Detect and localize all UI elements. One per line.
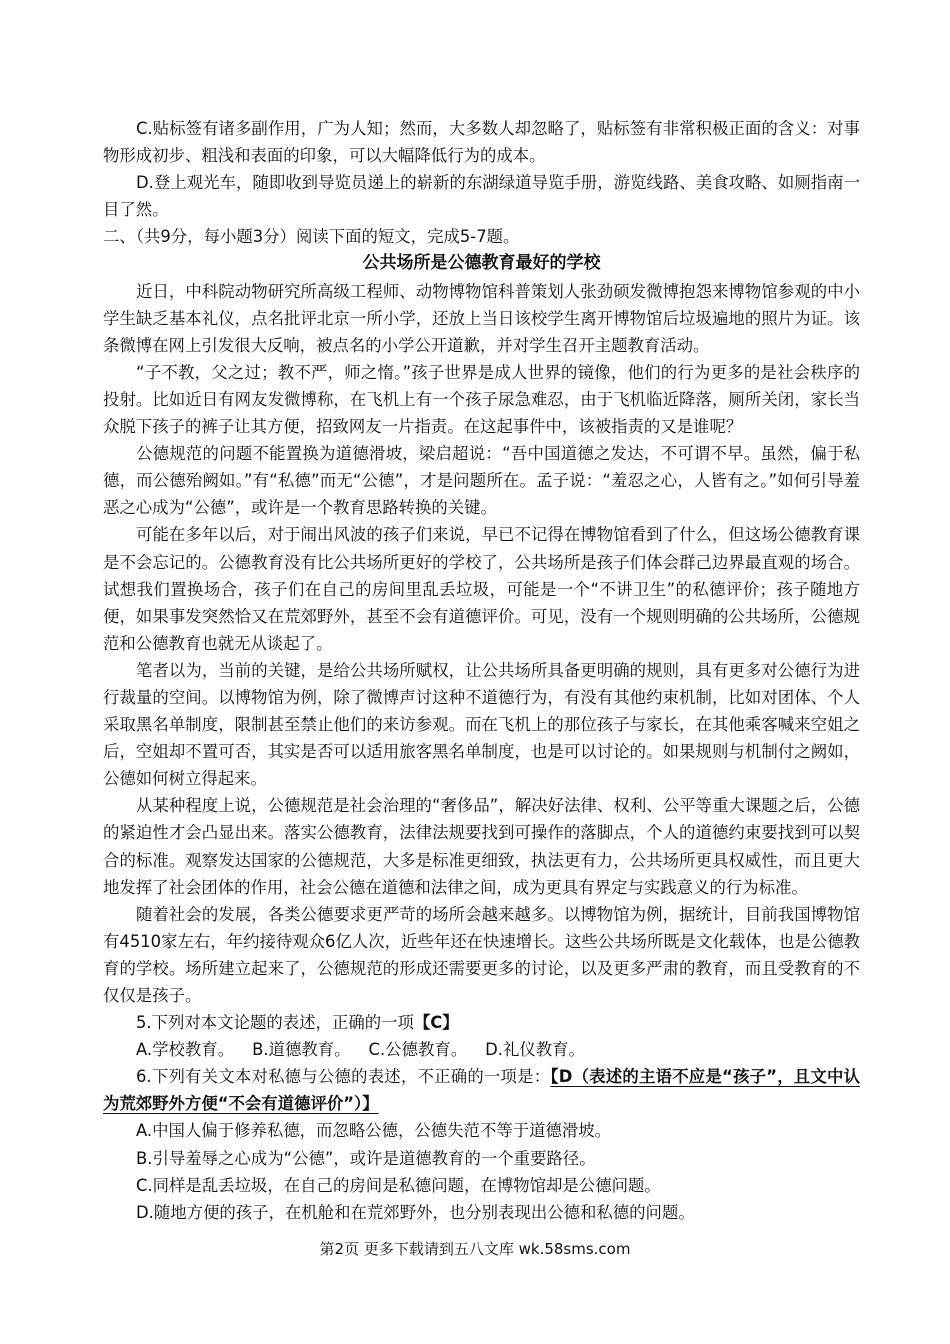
q6-option-d: D.随地方便的孩子，在机舱和在荒郊野外，也分别表现出公德和私德的问题。 <box>136 1202 695 1222</box>
option-c-paragraph: C.贴标签有诸多副作用，广为人知；然而，大多数人却忽略了，贴标签有非常积极正面的含义：对事物形成初步、粗浅和表面的印象，可以大幅降低行为的成本。 <box>103 119 860 166</box>
article-paragraph-5: 笔者以为，当前的关键，是给公共场所赋权，让公共场所具备更明确的规则，具有更多对公德行为进行裁量的空间。以博物馆为例，除了微博声讨这种不道德行为，有没有其他约束机制，比如对团体、个人采取黑名单制度，限制甚至禁止他们的来访参观。而在飞机上的那位孩子与家长，在其他乘客喊来空姐之后，空姐却不置可否，其实是否可以适用旅客黑名单制度，也是可以讨论的。如果规则与机制付之阙如，公德如何树立得起来。 <box>103 660 860 789</box>
q5-option-d: D.礼仪教育。 <box>485 1040 585 1060</box>
q5-option-a: A.学校教育。 <box>136 1040 235 1060</box>
q6-option-b: B.引导羞辱之心成为“公德”，或许是道德教育的一个重要路径。 <box>136 1148 596 1168</box>
option-d-paragraph: D.登上观光车，随即收到导览员递上的崭新的东湖绿道导览手册，游览线路、美食攻略、如厕指南一目了然。 <box>103 173 860 220</box>
question-6 <box>103 1063 860 1117</box>
q6-option-c: C.同样是乱丢垃圾，在自己的房间是私德问题，在博物馆却是公德问题。 <box>136 1175 661 1195</box>
article-paragraph-4: 可能在多年以后，对于闹出风波的孩子们来说，早已不记得在博物馆看到了什么，但这场公德教育课是不会忘记的。公德教育没有比公共场所更好的学校了，公共场所是孩子们体会群己边界最直观的场合。试想我们置换场合，孩子们在自己的房间里乱丢垃圾，可能是一个“不讲卫生”的私德评价；孩子随地方便，如果事发突然恰又在荒郊野外，甚至不会有道德评价。可见，没有一个规则明确的公共场所，公德规范和公德教育也就无从谈起了。 <box>103 525 860 653</box>
question-5 <box>103 1009 860 1036</box>
article-paragraph-7: 随着社会的发展，各类公德要求更严苛的场所会越来越多。以博物馆为例，据统计，目前我国博物馆有4510家左右，年约接待观众6亿人次，近些年还在快速增长。这些公共场所既是文化载体，也是公德教育的学校。场所建立起来了，公德规范的形成还需要更多的讨论，以及更多严肃的教育，而且受教育的不仅仅是孩子。 <box>103 904 860 1005</box>
q5-option-c: C.公德教育。 <box>368 1040 468 1060</box>
article-paragraph-2: “子不教，父之过；教不严，师之惰。”孩子世界是成人世界的镜像，他们的行为更多的是社会秩序的投射。比如近日有网友发微博称，在飞机上有一个孩子尿急难忍，由于飞机临近降落，厕所关闭，家长当众脱下孩子的裤子让其方便，招致网友一片指责。在这起事件中，该被指责的又是谁呢？ <box>103 362 860 437</box>
section-header: 二、（共9分，每小题3分）阅读下面的短文，完成5-7题。 <box>103 227 520 247</box>
q5-option-b: B.道德教育。 <box>252 1040 351 1060</box>
q6-option-a: A.中国人偏于修养私德，而忽略公德，公德失范不等于道德滑坡。 <box>136 1121 612 1141</box>
document-page <box>103 115 860 1226</box>
question-5-answer: 【C】 <box>413 1013 459 1033</box>
question-6-answer: 【D（表述的主语不应是“孩子”，且文中认为荒郊野外方便“不会有道德评价”）】 <box>103 1067 861 1114</box>
article-title: 公共场所是公德教育最好的学校 <box>362 253 601 274</box>
question-5-options <box>103 1036 860 1063</box>
article-paragraph-6: 从某种程度上说，公德规范是社会治理的“奢侈品”，解决好法律、权利、公平等重大课题之后，公德的紧迫性才会凸显出来。落实公德教育，法律法规要找到可操作的落脚点，个人的道德约束要找到可以契合的标准。观察发达国家的公德规范，大多是标准更细致，执法更有力，公共场所更具权威性，而且更大地发挥了社会团体的作用，社会公德在道德和法律之间，成为更具有界定与实践意义的行为标准。 <box>103 796 860 897</box>
article-paragraph-1: 近日，中科院动物研究所高级工程师、动物博物馆科普策划人张劲硕发微博抱怨来博物馆参观的中小学生缺乏基本礼仪，点名批评北京一所小学，还放上当日该校学生离开博物馆后垃圾遍地的照片为证。该条微博在网上引发很大反响，被点名的小学公开道歉，并对学生召开主题教育活动。 <box>103 281 860 355</box>
question-6-stem: 6.下列有关文本对私德与公德的表述，不正确的一项是： <box>136 1067 551 1087</box>
article-paragraph-3: 公德规范的问题不能置换为道德滑坡，梁启超说：“吾中国道德之发达，不可谓不早。虽然，偏于私德，而公德殆阙如。”有“私德”而无“公德”，才是问题所在。孟子说：“羞忍之心，人皆有之。”如何引导羞恶之心成为“公德”，或许是一个教育思路转换的关键。 <box>103 444 860 518</box>
page-footer: 第2页 更多下载请到五八文库 wk.58sms.com <box>319 1240 631 1258</box>
question-5-stem: 5.下列对本文论题的表述，正确的一项 <box>136 1013 414 1033</box>
